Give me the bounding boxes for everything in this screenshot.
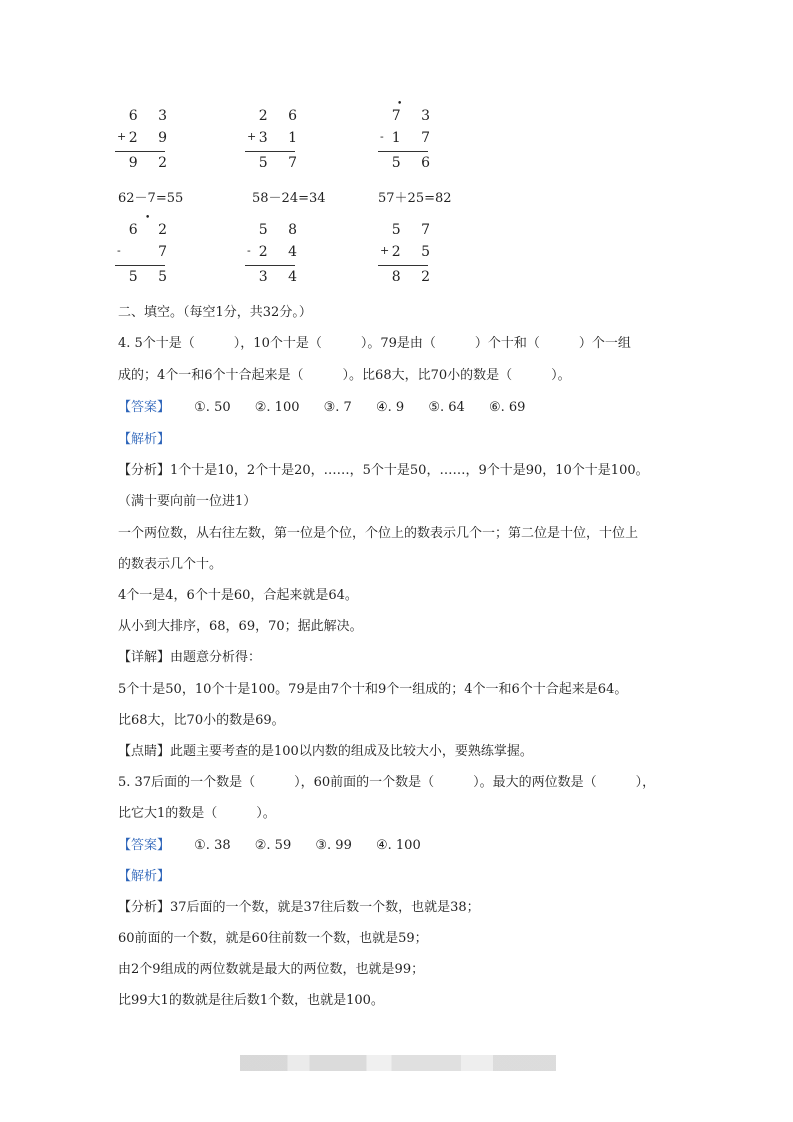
- q4-line-2: 成的；4个一和6个十合起来是（ ）。比68大，比70小的数是（ ）。: [118, 368, 571, 383]
- calc-bottom: 9 2: [128, 155, 175, 171]
- calc-line: [378, 151, 428, 152]
- q4-analysis-tag: 【解析】: [118, 432, 171, 447]
- q4-fenxi-6: 从小到大排序，68，69，70；据此解决。: [118, 619, 363, 634]
- calc-operator: -: [117, 244, 121, 257]
- q5-line-2: 比它大1的数是（ ）。: [118, 806, 276, 821]
- answer-3: ③. 7: [323, 400, 352, 415]
- answer-3: ③. 99: [315, 838, 352, 853]
- calc-line: [115, 151, 165, 152]
- vertical-calc-4: [115, 213, 175, 285]
- q4-xiangjie: [118, 646, 261, 665]
- xiangjie-tag: 【详解】: [118, 650, 171, 665]
- calc-operator: -: [380, 130, 384, 143]
- q4-line-1: 4. 5个十是（ ），10个十是（ ）。79是由（ ）个十和（ ）个一组: [118, 336, 631, 351]
- calc-top: 6 3: [128, 108, 175, 124]
- calc-mid: 2 9: [128, 130, 175, 146]
- q5-line-1: 5. 37后面的一个数是（ ），60前面的一个数是（ ）。最大的两位数是（ ），: [118, 775, 656, 790]
- answer-tag: 【答案】: [118, 400, 171, 415]
- fenxi-text: 37后面的一个数，就是37往后数一个数，也就是38；: [170, 900, 480, 915]
- calc-mid: 7: [158, 244, 175, 260]
- q5-fenxi-3: 由2个9组成的两位数就是最大的两位数，也就是99；: [118, 962, 425, 977]
- dianjing-tag: 【点睛】: [118, 744, 171, 759]
- calc-top: 6 2: [128, 222, 175, 238]
- calc-bottom: 5 5: [128, 269, 175, 285]
- vertical-calc-3: [378, 99, 438, 171]
- calc-mid: 3 1: [258, 130, 305, 146]
- q4-xiangjie-2: 比68大，比70小的数是69。: [118, 713, 285, 728]
- answer-5: ⑤. 64: [428, 400, 465, 415]
- calc-line: [245, 265, 295, 266]
- calc-line: [115, 265, 165, 266]
- answer-1: ①. 38: [194, 838, 231, 853]
- q5-fenxi-2: 60前面的一个数，就是60往前数一个数，也就是59；: [118, 931, 428, 946]
- xiangjie-intro: 由题意分析得：: [170, 650, 262, 665]
- equation-1: 62－7=55: [118, 191, 184, 206]
- fenxi-text: 1个十是10，2个十是20，……，5个十是50，……，9个十是90，10个十是100。: [170, 463, 649, 478]
- answer-2: ②. 100: [254, 400, 300, 415]
- vertical-calc-1: [115, 108, 175, 171]
- vertical-calc-6: [378, 222, 438, 285]
- calc-bottom: 5 7: [258, 155, 305, 171]
- calc-mid: 2 4: [258, 244, 305, 260]
- q4-fenxi-2: （满十要向前一位进1）: [118, 494, 257, 509]
- calc-operator: +: [117, 130, 127, 143]
- answer-tag: 【答案】: [118, 838, 171, 853]
- calc-bottom: 3 4: [258, 269, 305, 285]
- vertical-calc-5: [245, 222, 305, 285]
- q5-analysis-tag: 【解析】: [118, 869, 171, 884]
- equation-3: 57＋25=82: [378, 191, 452, 206]
- calc-top: 7 3: [391, 108, 438, 124]
- calc-mid: 2 5: [391, 244, 438, 260]
- calc-mid: 1 7: [391, 130, 438, 146]
- answer-4: ④. 100: [375, 838, 421, 853]
- fenxi-tag: 【分析】: [118, 900, 171, 915]
- calc-operator: -: [247, 244, 251, 257]
- q4-fenxi-5: 4个一是4，6个十是60，合起来就是64。: [118, 588, 358, 603]
- q5-answer-row: [118, 834, 441, 853]
- vertical-calc-2: [245, 108, 305, 171]
- blurred-footer-watermark: [240, 1055, 556, 1071]
- equation-2: 58－24=34: [252, 191, 326, 206]
- answer-2: ②. 59: [254, 838, 292, 853]
- calc-operator: +: [380, 244, 390, 257]
- calc-top: 5 8: [258, 222, 305, 238]
- answer-6: ⑥. 69: [488, 400, 526, 415]
- section-title: 二、填空。（每空1分，共32分。）: [118, 305, 312, 320]
- q4-answer-row: [118, 396, 545, 415]
- calc-operator: +: [247, 130, 257, 143]
- q4-fenxi-1: [118, 459, 649, 478]
- calc-line: [245, 151, 295, 152]
- q4-fenxi-3: 一个两位数，从右往左数，第一位是个位，个位上的数表示几个一；第二位是十位，十位上: [118, 526, 639, 541]
- calc-bottom: 5 6: [391, 155, 438, 171]
- q5-fenxi-1: [118, 896, 480, 915]
- answer-1: ①. 50: [194, 400, 231, 415]
- q4-dianjing: [118, 740, 533, 759]
- q4-xiangjie-1: 5个十是50，10个十是100。79是由7个十和9个一组成的；4个一和6个十合起来是64。: [118, 682, 628, 697]
- calc-line: [378, 265, 428, 266]
- calc-top: 2 6: [258, 108, 305, 124]
- carry-dot: •: [397, 99, 403, 109]
- q4-fenxi-4: 的数表示几个十。: [118, 557, 223, 572]
- carry-dot: •: [145, 213, 151, 223]
- dianjing-text: 此题主要考查的是100以内数的组成及比较大小，要熟练掌握。: [170, 744, 533, 759]
- q5-fenxi-4: 比99大1的数就是往后数1个数，也就是100。: [118, 993, 384, 1008]
- calc-top: 5 7: [391, 222, 438, 238]
- fenxi-tag: 【分析】: [118, 463, 171, 478]
- answer-4: ④. 9: [375, 400, 405, 415]
- calc-bottom: 8 2: [391, 269, 438, 285]
